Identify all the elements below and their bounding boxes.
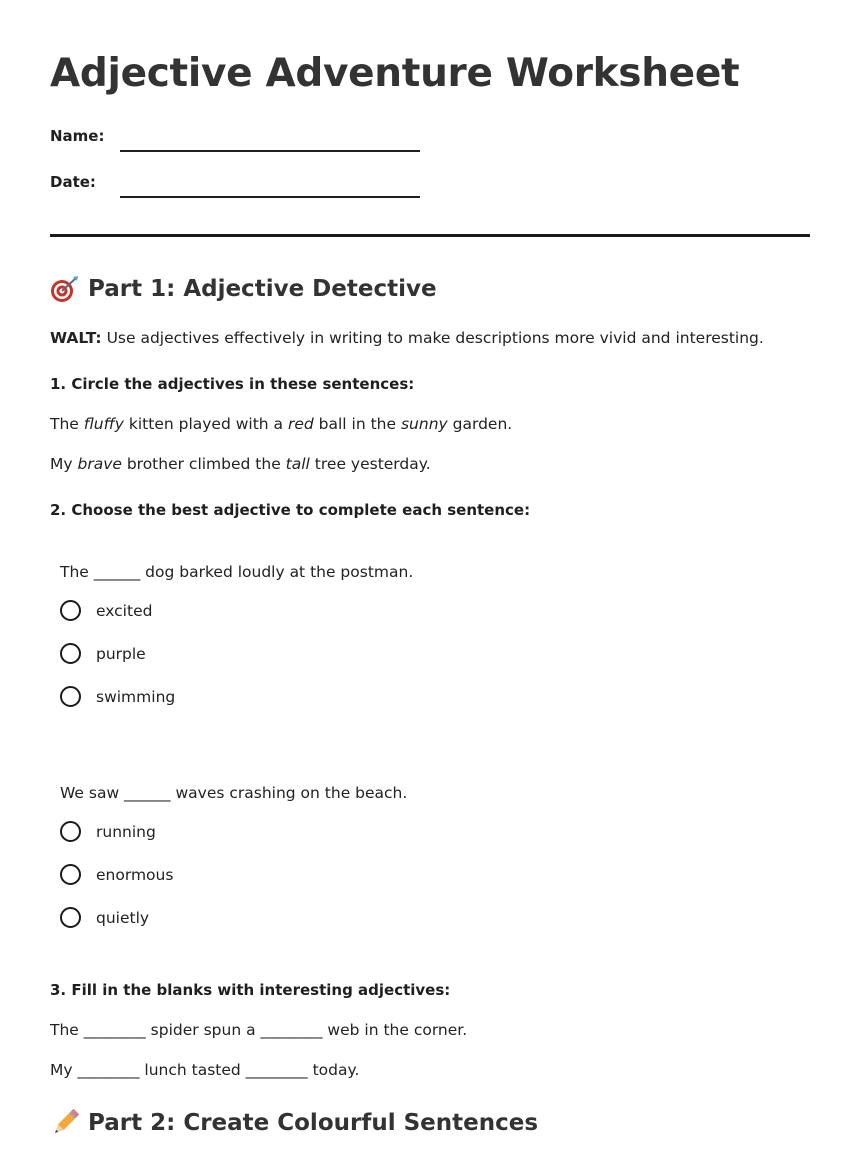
- mc-option[interactable]: [60, 597, 810, 624]
- date-field: [50, 166, 810, 198]
- adjective-word[interactable]: fluffy: [83, 415, 124, 433]
- mc-option[interactable]: [60, 861, 810, 888]
- option-label: enormous: [96, 865, 174, 884]
- mc-option[interactable]: [60, 904, 810, 931]
- fill-blank-sentence-1[interactable]: The ________ spider spun a ________ web in the corner.: [50, 1021, 468, 1039]
- target-dart-icon: [50, 275, 80, 303]
- page-title: Adjective Adventure Worksheet: [50, 51, 740, 96]
- radio-button[interactable]: [60, 600, 81, 621]
- option-label: quietly: [96, 908, 150, 927]
- question-1-prompt: 1. Circle the adjectives in these sentences:: [50, 375, 415, 393]
- part2-heading-text: Part 2: Create Colourful Sentences: [88, 1110, 539, 1136]
- radio-button[interactable]: [60, 686, 81, 707]
- mc-option[interactable]: [60, 640, 810, 667]
- part1-heading-text: Part 1: Adjective Detective: [88, 276, 437, 302]
- option-label: purple: [96, 644, 146, 663]
- mc-option[interactable]: [60, 818, 810, 845]
- option-label: excited: [96, 601, 153, 620]
- name-line[interactable]: [120, 149, 420, 152]
- sentence-text: kitten played with a: [123, 415, 288, 433]
- adjective-word[interactable]: sunny: [400, 415, 448, 433]
- sentence-text: ball in the: [313, 415, 401, 433]
- name-field: [50, 120, 810, 152]
- question-3-prompt: 3. Fill in the blanks with interesting adjectives:: [50, 981, 451, 999]
- mc-stem: We saw ______ waves crashing on the beach.: [60, 784, 408, 802]
- mc-question-1: [50, 563, 810, 710]
- sentence-text: The: [50, 415, 84, 433]
- part2-heading: [50, 1109, 810, 1137]
- sentence-text: tree yesterday.: [309, 455, 431, 473]
- date-label: Date:: [50, 173, 96, 191]
- radio-button[interactable]: [60, 907, 81, 928]
- fill-blank-sentence-2[interactable]: My ________ lunch tasted ________ today.: [50, 1061, 360, 1079]
- walt-statement: [50, 329, 810, 347]
- question-2-prompt: 2. Choose the best adjective to complete each sentence:: [50, 501, 531, 519]
- mc-question-2: [50, 784, 810, 931]
- mc-stem: The ______ dog barked loudly at the postman.: [60, 563, 414, 581]
- date-line[interactable]: [120, 195, 420, 198]
- adjective-word[interactable]: brave: [77, 455, 122, 473]
- adjective-word[interactable]: red: [287, 415, 314, 433]
- adjective-word[interactable]: tall: [285, 455, 310, 473]
- radio-button[interactable]: [60, 643, 81, 664]
- walt-text: Use adjectives effectively in writing to make descriptions more vivid and interesting.: [101, 329, 764, 347]
- sentence-text: brother climbed the: [121, 455, 286, 473]
- walt-label: WALT:: [50, 329, 102, 347]
- header-divider: [50, 234, 810, 237]
- pencil-icon: [50, 1109, 80, 1137]
- mc-option[interactable]: [60, 683, 810, 710]
- option-label: running: [96, 822, 156, 841]
- circle-sentence-2: [50, 455, 810, 473]
- sentence-text: garden.: [447, 415, 513, 433]
- sentence-text: My: [50, 455, 78, 473]
- name-label: Name:: [50, 127, 105, 145]
- radio-button[interactable]: [60, 821, 81, 842]
- circle-sentence-1: [50, 415, 810, 433]
- part1-heading: [50, 275, 810, 303]
- option-label: swimming: [96, 687, 176, 706]
- radio-button[interactable]: [60, 864, 81, 885]
